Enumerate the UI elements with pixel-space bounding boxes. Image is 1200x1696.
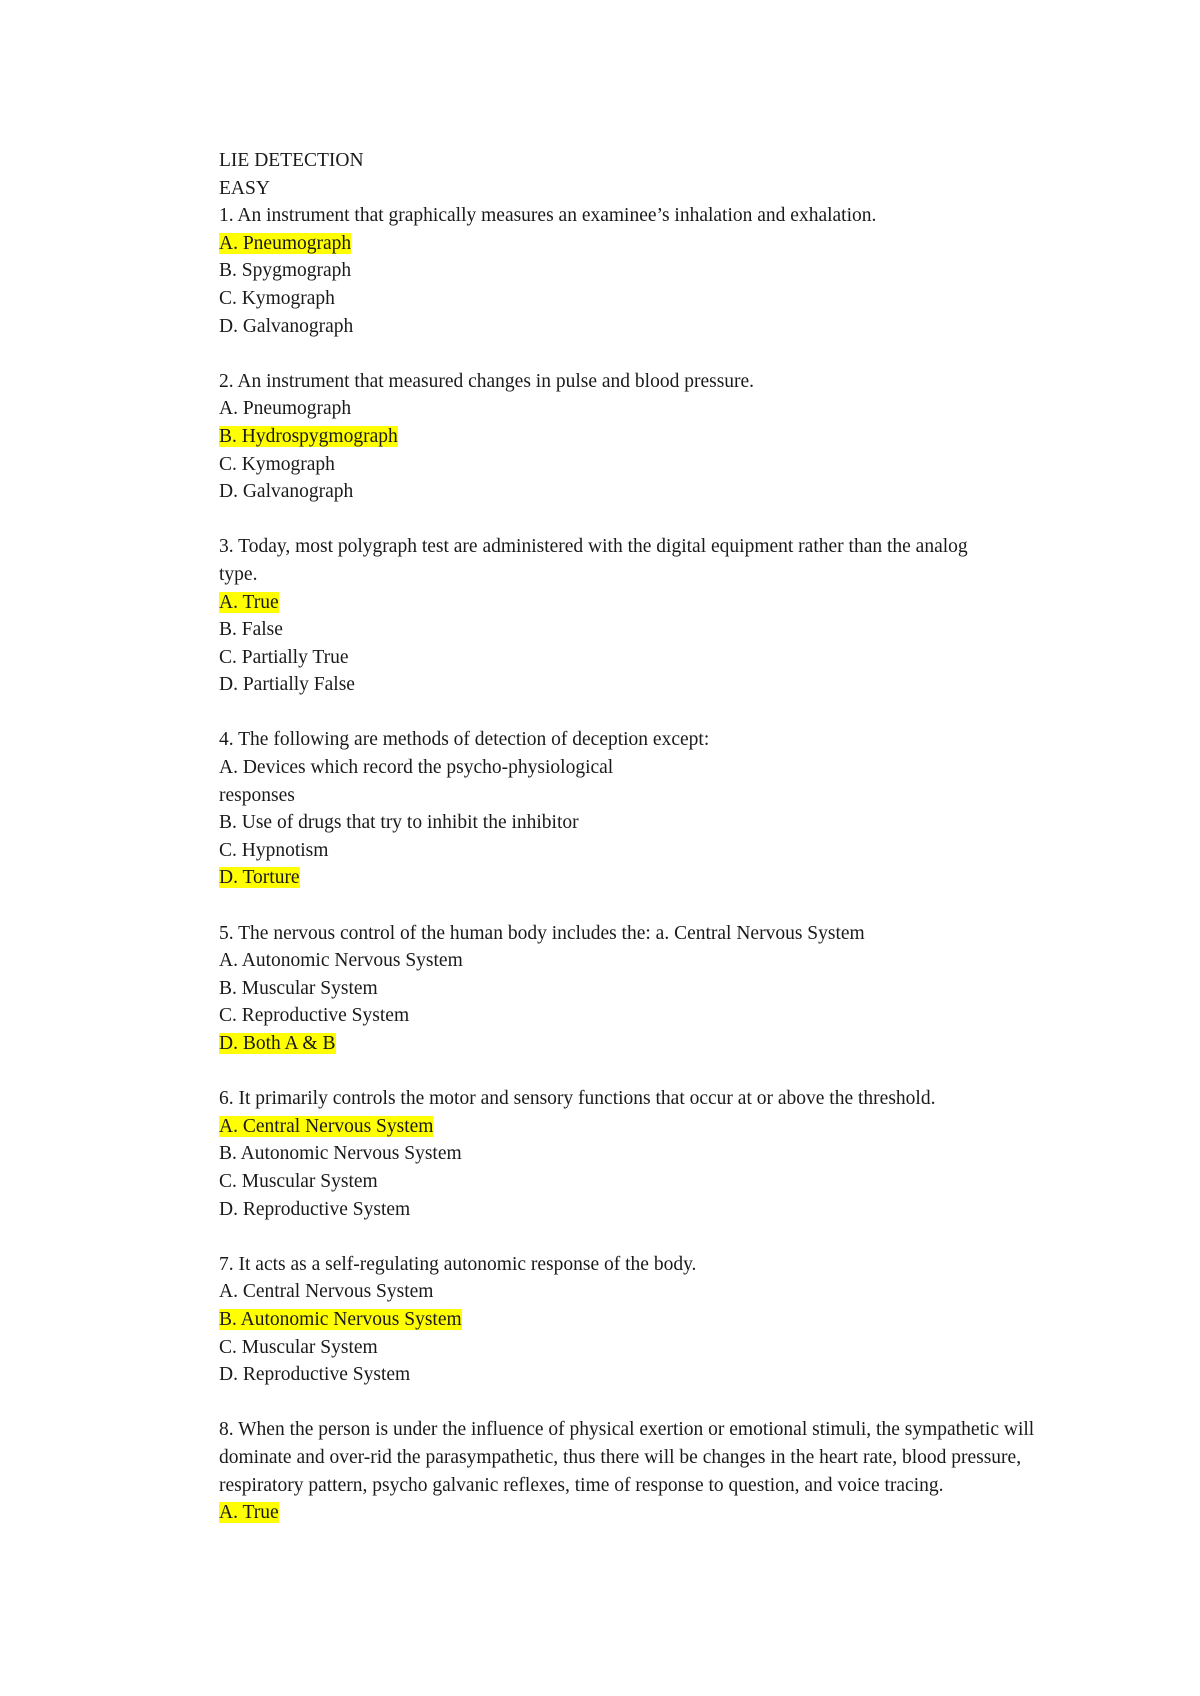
question-5 bbox=[219, 920, 1099, 1058]
answer-highlight: B. Hydrospygmograph bbox=[219, 425, 398, 447]
option-c: C. Reproductive System bbox=[219, 1005, 410, 1027]
option-b bbox=[219, 423, 1099, 451]
option-a bbox=[219, 230, 1099, 258]
answer-highlight: D. Both A & B bbox=[219, 1033, 336, 1054]
spacer bbox=[219, 1058, 1099, 1086]
document-page bbox=[219, 147, 1099, 1527]
option-c: C. Kymograph bbox=[219, 287, 335, 309]
question-2 bbox=[219, 368, 1099, 506]
spacer bbox=[219, 892, 1099, 920]
answer-highlight: A. True bbox=[219, 1502, 279, 1524]
option-a bbox=[219, 1499, 1099, 1527]
spacer bbox=[219, 1223, 1099, 1251]
option-a bbox=[219, 1113, 1099, 1141]
option-b bbox=[219, 1306, 1099, 1334]
option-a: A. Autonomic Nervous System bbox=[219, 950, 463, 972]
option-d: D. Galvanograph bbox=[219, 481, 354, 503]
question-stem: 4. The following are methods of detection of deception except: bbox=[219, 729, 710, 751]
spacer bbox=[219, 699, 1099, 727]
question-6 bbox=[219, 1085, 1099, 1223]
option-d: D. Partially False bbox=[219, 674, 355, 696]
question-stem: 1. An instrument that graphically measures an examinee’s inhalation and exhalation. bbox=[219, 205, 877, 227]
question-stem: 5. The nervous control of the human body includes the: a. Central Nervous System bbox=[219, 922, 865, 944]
document-title: LIE DETECTION bbox=[219, 150, 364, 171]
question-stem: 6. It primarily controls the motor and sensory functions that occur at or above the threshold. bbox=[219, 1088, 936, 1110]
question-7 bbox=[219, 1251, 1099, 1389]
question-stem: 8. When the person is under the influence of physical exertion or emotional stimuli, the sympathetic will dominate and over-rid the parasympathetic, thus there will be changes in the heart rate, blood pressure, respiratory pattern, psycho galvanic reflexes, time of response to question, and voice tracing. bbox=[219, 1419, 1035, 1496]
option-c: C. Muscular System bbox=[219, 1170, 378, 1192]
option-c: C. Partially True bbox=[219, 646, 349, 668]
question-1 bbox=[219, 202, 1099, 340]
option-c: C. Hypnotism bbox=[219, 839, 329, 861]
question-4 bbox=[219, 726, 1099, 892]
answer-highlight: A. True bbox=[219, 591, 279, 613]
spacer bbox=[219, 340, 1099, 368]
option-a: A. Central Nervous System bbox=[219, 1281, 434, 1303]
question-stem: 2. An instrument that measured changes in pulse and blood pressure. bbox=[219, 370, 755, 392]
spacer bbox=[219, 506, 1099, 534]
option-b: B. Muscular System bbox=[219, 977, 378, 999]
option-b: B. Spygmograph bbox=[219, 260, 352, 282]
difficulty-label: EASY bbox=[219, 177, 270, 199]
option-d: D. Reproductive System bbox=[219, 1198, 411, 1220]
answer-highlight: D. Torture bbox=[219, 867, 300, 889]
option-a: A. Pneumograph bbox=[219, 398, 352, 420]
option-a bbox=[219, 589, 1099, 617]
option-d: D. Galvanograph bbox=[219, 315, 354, 337]
option-b: B. False bbox=[219, 619, 283, 641]
answer-highlight: A. Central Nervous System bbox=[219, 1115, 434, 1137]
option-d bbox=[219, 1030, 1099, 1058]
question-8 bbox=[219, 1416, 1099, 1526]
answer-highlight: B. Autonomic Nervous System bbox=[219, 1308, 462, 1330]
question-3 bbox=[219, 533, 1099, 699]
spacer bbox=[219, 1389, 1099, 1417]
option-c: C. Muscular System bbox=[219, 1336, 378, 1358]
option-c: C. Kymograph bbox=[219, 453, 335, 475]
question-stem: 7. It acts as a self-regulating autonomic response of the body. bbox=[219, 1253, 697, 1275]
option-d bbox=[219, 864, 1099, 892]
option-a: A. Devices which record the psycho-physiological responses bbox=[219, 757, 614, 806]
option-b: B. Use of drugs that try to inhibit the inhibitor bbox=[219, 812, 579, 834]
option-b: B. Autonomic Nervous System bbox=[219, 1143, 462, 1165]
option-d: D. Reproductive System bbox=[219, 1364, 411, 1386]
answer-highlight: A. Pneumograph bbox=[219, 232, 352, 254]
question-stem: 3. Today, most polygraph test are administered with the digital equipment rather than the analog type. bbox=[219, 536, 968, 585]
